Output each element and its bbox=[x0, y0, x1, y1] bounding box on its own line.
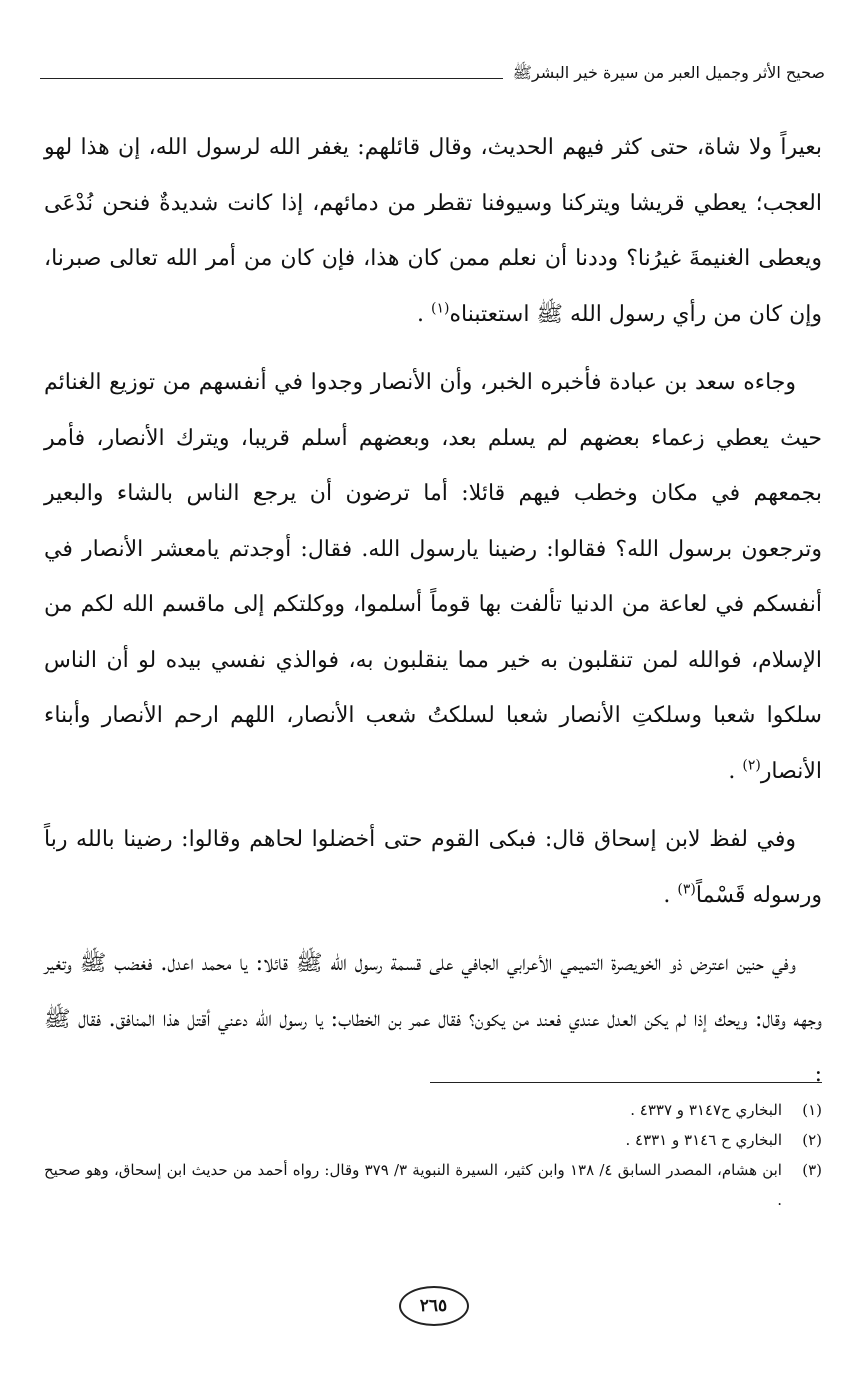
footnotes bbox=[44, 1095, 822, 1215]
running-header bbox=[40, 58, 825, 90]
footnote-text: البخاري ح ٣١٤٦ و ٤٣٣١ . bbox=[625, 1131, 782, 1149]
paragraph-3 bbox=[44, 812, 822, 923]
header-rule bbox=[40, 78, 503, 79]
footnote-separator bbox=[430, 1082, 822, 1083]
paragraph-end: . bbox=[663, 882, 678, 908]
footnote-number: (١) bbox=[802, 1101, 822, 1119]
page-number: ٢٦٥ bbox=[399, 1286, 469, 1326]
footnote-marker-2: (٢) bbox=[742, 757, 761, 774]
footnote-number: (٣) bbox=[802, 1161, 822, 1179]
paragraph-1 bbox=[44, 120, 822, 342]
footnote-1 bbox=[44, 1095, 822, 1125]
footnote-marker-1: (١) bbox=[431, 300, 450, 317]
paragraph-end: . bbox=[728, 758, 743, 784]
paragraph-text: وفي لفظ لابن إسحاق قال: فبكى القوم حتى أخضلوا لحاهم وقالوا: رضينا بالله رباً ورسوله قَسْماً bbox=[44, 827, 822, 908]
footnote-marker-3: (٣) bbox=[677, 881, 696, 898]
footnote-3 bbox=[44, 1155, 822, 1215]
paragraph-text: وجاءه سعد بن عبادة فأخبره الخبر، وأن الأنصار وجدوا في أنفسهم من توزيع الغنائم حيث يعطي زعماء بعضهم لم يسلم بعد، وبعضهم أسلم قريبا، ويترك الأنصار، فأمر بجمعهم في مكان وخطب فيهم قائلا: أما ترضون أن يرجع الناس بالشاء والبعير وترجعون برسول الله؟ فقالوا: رضينا يارسول الله. فقال: أوجدتم يامعشر الأنصار في أنفسكم في لعاعة من الدنيا تألفت بها قوماً أسلموا، ووكلتكم إلى ماقسم الله لكم من الإسلام، فوالله لمن تنقلبون به خير مما ينقلبون به، فوالذي نفسي بيده لو أن الناس سلكوا شعبا وسلكتِ الأنصار شعبا لسلكتُ شعب الأنصار، اللهم ارحم الأنصار وأبناء الأنصار bbox=[44, 370, 822, 784]
paragraph-4 bbox=[44, 936, 822, 1103]
footnote-text: ابن هشام، المصدر السابق ٤/ ١٣٨ وابن كثير، السيرة النبوية ٣/ ٣٧٩ وقال: رواه أحمد من حديث ابن إسحاق، وهو صحيح . bbox=[44, 1161, 782, 1209]
footnote-2 bbox=[44, 1125, 822, 1155]
paragraph-end: . bbox=[417, 301, 432, 327]
footnote-number: (٢) bbox=[802, 1131, 822, 1149]
paragraph-text: وفي حنين اعترض ذو الخويصرة التميمي الأعرابي الجافي على قسمة رسول الله ﷺ قائلا: يا محمد اعدل. فغضب ﷺ وتغير وجهه وقال: ويحك إذا لم يكن العدل عندي فعند من يكون؟ فقال عمر بن الخطاب: يا رسول الله دعني أقتل هذا المنافق. فقال ﷺ : bbox=[44, 951, 822, 1087]
footnote-text: البخاري ح٣١٤٧ و ٤٣٣٧ . bbox=[630, 1101, 782, 1119]
main-text bbox=[44, 120, 822, 1116]
paragraph-text: بعيراً ولا شاة، حتى كثر فيهم الحديث، وقال قائلهم: يغفر الله لرسول الله، إن هذا لهو العجب؛ يعطي قريشا ويتركنا وسيوفنا تقطر من دمائهم، إذا كانت شديدةٌ فنحن نُدْعَى ويعطى الغنيمةَ غيرُنا؟ وددنا أن نعلم ممن كان هذا، فإن كان من أمر الله تعالى صبرنا، وإن كان من رأي رسول الله ﷺ استعتبناه bbox=[44, 135, 822, 327]
paragraph-2 bbox=[44, 355, 822, 799]
running-title: صحيح الأثر وجميل العبر من سيرة خير البشرﷺ bbox=[512, 62, 825, 82]
